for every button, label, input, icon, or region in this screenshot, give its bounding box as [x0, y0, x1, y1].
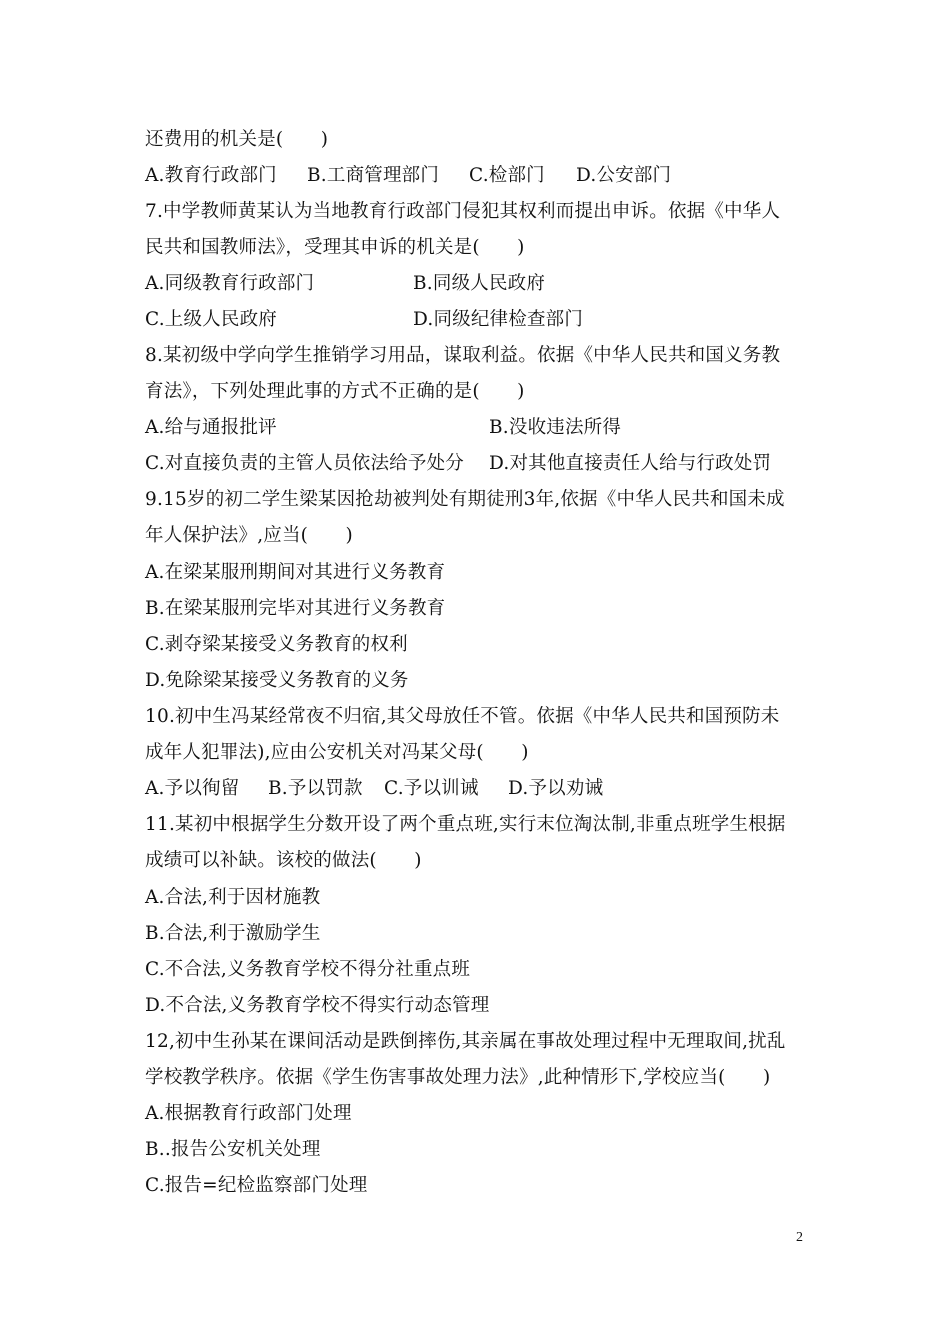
q9-option-d: D.免除梁某接受义务教育的义务: [145, 670, 409, 691]
q10-option-b: B.予以罚款: [268, 778, 363, 799]
q12-stem-line2: 学校教学秩序。依据《学生伤害事故处理力法》,此种情形下,学校应当( ): [145, 1067, 771, 1088]
q11-option-a: A.合法,利于因材施教: [145, 887, 321, 908]
q10-stem-line2: 成年人犯罪法),应由公安机关对冯某父母( ): [145, 742, 529, 763]
q12-option-b: B..报告公安机关处理: [145, 1139, 321, 1160]
q9-stem-line2: 年人保护法》,应当( ): [145, 525, 353, 546]
q10-option-d: D.予以劝诫: [508, 778, 604, 799]
q11-option-d: D.不合法,义务教育学校不得实行动态管理: [145, 995, 490, 1016]
q8-option-c: C.对直接负责的主管人员依法给予处分: [145, 453, 464, 474]
q6-option-d: D.公安部门: [576, 165, 672, 186]
q9-stem-line1: 9.15岁的初二学生梁某因抢劫被判处有期徒刑3年,依据《中华人民共和国未成: [145, 489, 785, 510]
q6-tail: 还费用的机关是( ): [145, 129, 329, 150]
q11-stem-line2: 成绩可以补缺。该校的做法( ): [145, 850, 422, 871]
q7-option-d: D.同级纪律检查部门: [413, 309, 584, 330]
q6-option-a: A.教育行政部门: [145, 165, 277, 186]
q11-option-c: C.不合法,义务教育学校不得分社重点班: [145, 959, 471, 980]
q11-option-b: B.合法,利于激励学生: [145, 923, 321, 944]
q8-option-b: B.没收违法所得: [489, 417, 622, 438]
q8-option-d: D.对其他直接责任人给与行政处罚: [489, 453, 772, 474]
q8-stem-line2: 育法》，下列处理此事的方式不正确的是( ): [145, 381, 525, 402]
q6-option-c: C.检部门: [469, 165, 545, 186]
q10-option-a: A.予以徇留: [145, 778, 240, 799]
q7-stem-line1: 7.中学教师黄某认为当地教育行政部门侵犯其权利而提出申诉。依据《中华人: [145, 201, 781, 222]
q12-option-c: C.报告=纪检监察部门处理: [145, 1175, 368, 1196]
q8-stem-line1: 8.某初级中学向学生推销学习用品，谋取利益。依据《中华人民共和国义务教: [145, 345, 781, 366]
q12-stem-line1: 12,初中生孙某在课间活动是跌倒摔伤,其亲属在事故处理过程中无理取间,扰乱: [145, 1031, 786, 1052]
q7-option-a: A.同级教育行政部门: [145, 273, 315, 294]
q7-option-c: C.上级人民政府: [145, 309, 277, 330]
q9-option-a: A.在梁某服刑期间对其进行义务教育: [145, 562, 446, 583]
q8-option-a: A.给与通报批评: [145, 417, 277, 438]
q10-stem-line1: 10.初中生冯某经常夜不归宿,其父母放任不管。依据《中华人民共和国预防未: [145, 706, 780, 727]
q6-option-b: B.工商管理部门: [307, 165, 440, 186]
page-number: 2: [796, 1230, 803, 1245]
q7-option-b: B.同级人民政府: [413, 273, 546, 294]
q7-stem-line2: 民共和国教师法》，受理其申诉的机关是( ): [145, 237, 525, 258]
q9-option-b: B.在梁某服刑完毕对其进行义务教育: [145, 598, 446, 619]
q9-option-c: C.剥夺梁某接受义务教育的权利: [145, 634, 408, 655]
q12-option-a: A.根据教育行政部门处理: [145, 1103, 352, 1124]
q11-stem-line1: 11.某初中根据学生分数开设了两个重点班,实行末位淘汰制,非重点班学生根据: [145, 814, 786, 835]
q10-option-c: C.予以训诫: [384, 778, 479, 799]
